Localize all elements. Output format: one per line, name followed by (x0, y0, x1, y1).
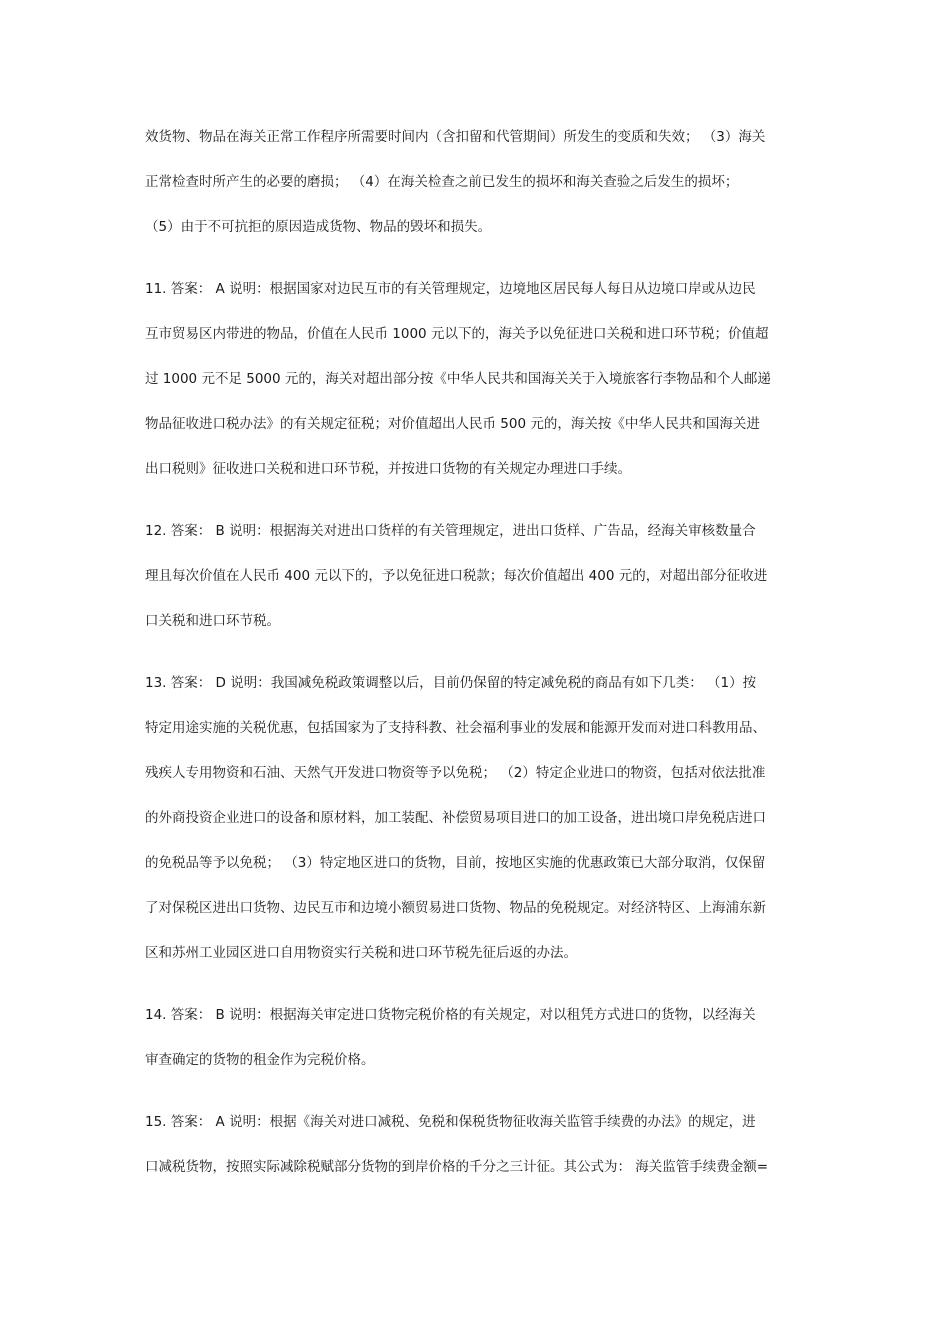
answer-12-line-2: 理且每次价值在人民币 400 元以下的，予以免征进口税款；每次价值超出 400 元的，对超出部分征收进 (145, 568, 768, 584)
answer-11-line-5: 出口税则》征收进口关税和进口环节税，并按进口货物的有关规定办理进口手续。 (145, 461, 631, 477)
answer-11-line-1: 11. 答案： A 说明：根据国家对边民互市的有关管理规定，边境地区居民每人每日从边境口岸或从边民 (145, 281, 756, 297)
answer-11-line-4: 物品征收进口税办法》的有关规定征税；对价值超出人民币 500 元的，海关按《中华人民共和国海关进 (145, 416, 760, 432)
answer-14-line-1: 14. 答案： B 说明：根据海关审定进口货物完税价格的有关规定，对以租凭方式进口的货物，以经海关 (145, 1007, 756, 1023)
answer-13-line-7: 区和苏州工业园区进口自用物资实行关税和进口环节税先征后返的办法。 (145, 945, 577, 961)
answer-12-line-3: 口关税和进口环节税。 (145, 613, 280, 629)
answer-13-line-1: 13. 答案： D 说明：我国减免税政策调整以后，目前仍保留的特定减免税的商品有如下几类： （1）按 (145, 675, 757, 691)
answer-13-line-5: 的免税品等予以免税； （3）特定地区进口的货物，目前，按地区实施的优惠政策已大部分取消，仅保留 (145, 855, 766, 871)
answer-15-line-2: 口减税货物，按照实际减除税赋部分货物的到岸价格的千分之三计征。其公式为： 海关监管手续费金额= (145, 1159, 769, 1175)
answer-13-line-4: 的外商投资企业进口的设备和原材料，加工装配、补偿贸易项目进口的加工设备，进出境口岸免税店进口 (145, 810, 766, 826)
answer-15-line-1: 15. 答案： A 说明：根据《海关对进口减税、免税和保税货物征收海关监管手续费的办法》的规定，进 (145, 1114, 756, 1130)
answer-13-line-6: 了对保税区进出口货物、边民互市和边境小额贸易进口货物、物品的免税规定。对经济特区、上海浦东新 (145, 900, 766, 916)
continuation-line-1: 效货物、物品在海关正常工作程序所需要时间内（含扣留和代管期间）所发生的变质和失效； （3）海关 (145, 129, 766, 145)
continuation-line-2: 正常检查时所产生的必要的磨损； （4）在海关检查之前已发生的损坏和海关查验之后发生的损坏； (145, 174, 739, 190)
continuation-line-3: （5）由于不可抗拒的原因造成货物、物品的毁坏和损失。 (145, 219, 492, 235)
answer-13-line-3: 残疾人专用物资和石油、天然气开发进口物资等予以免税； （2）特定企业进口的物资，包括对依法批准 (145, 765, 766, 781)
answer-14-line-2: 审查确定的货物的租金作为完税价格。 (145, 1052, 375, 1068)
answer-11-line-3: 过 1000 元不足 5000 元的，海关对超出部分按《中华人民共和国海关关于入境旅客行李物品和个人邮递 (145, 371, 771, 387)
answer-12-line-1: 12. 答案： B 说明：根据海关对进出口货样的有关管理规定，进出口货样、广告品，经海关审核数量合 (145, 523, 756, 539)
answer-13-line-2: 特定用途实施的关税优惠，包括国家为了支持科教、社会福利事业的发展和能源开发而对进口科教用品、 (145, 720, 766, 736)
answer-11-line-2: 互市贸易区内带进的物品，价值在人民币 1000 元以下的，海关予以免征进口关税和进口环节税；价值超 (145, 326, 769, 342)
